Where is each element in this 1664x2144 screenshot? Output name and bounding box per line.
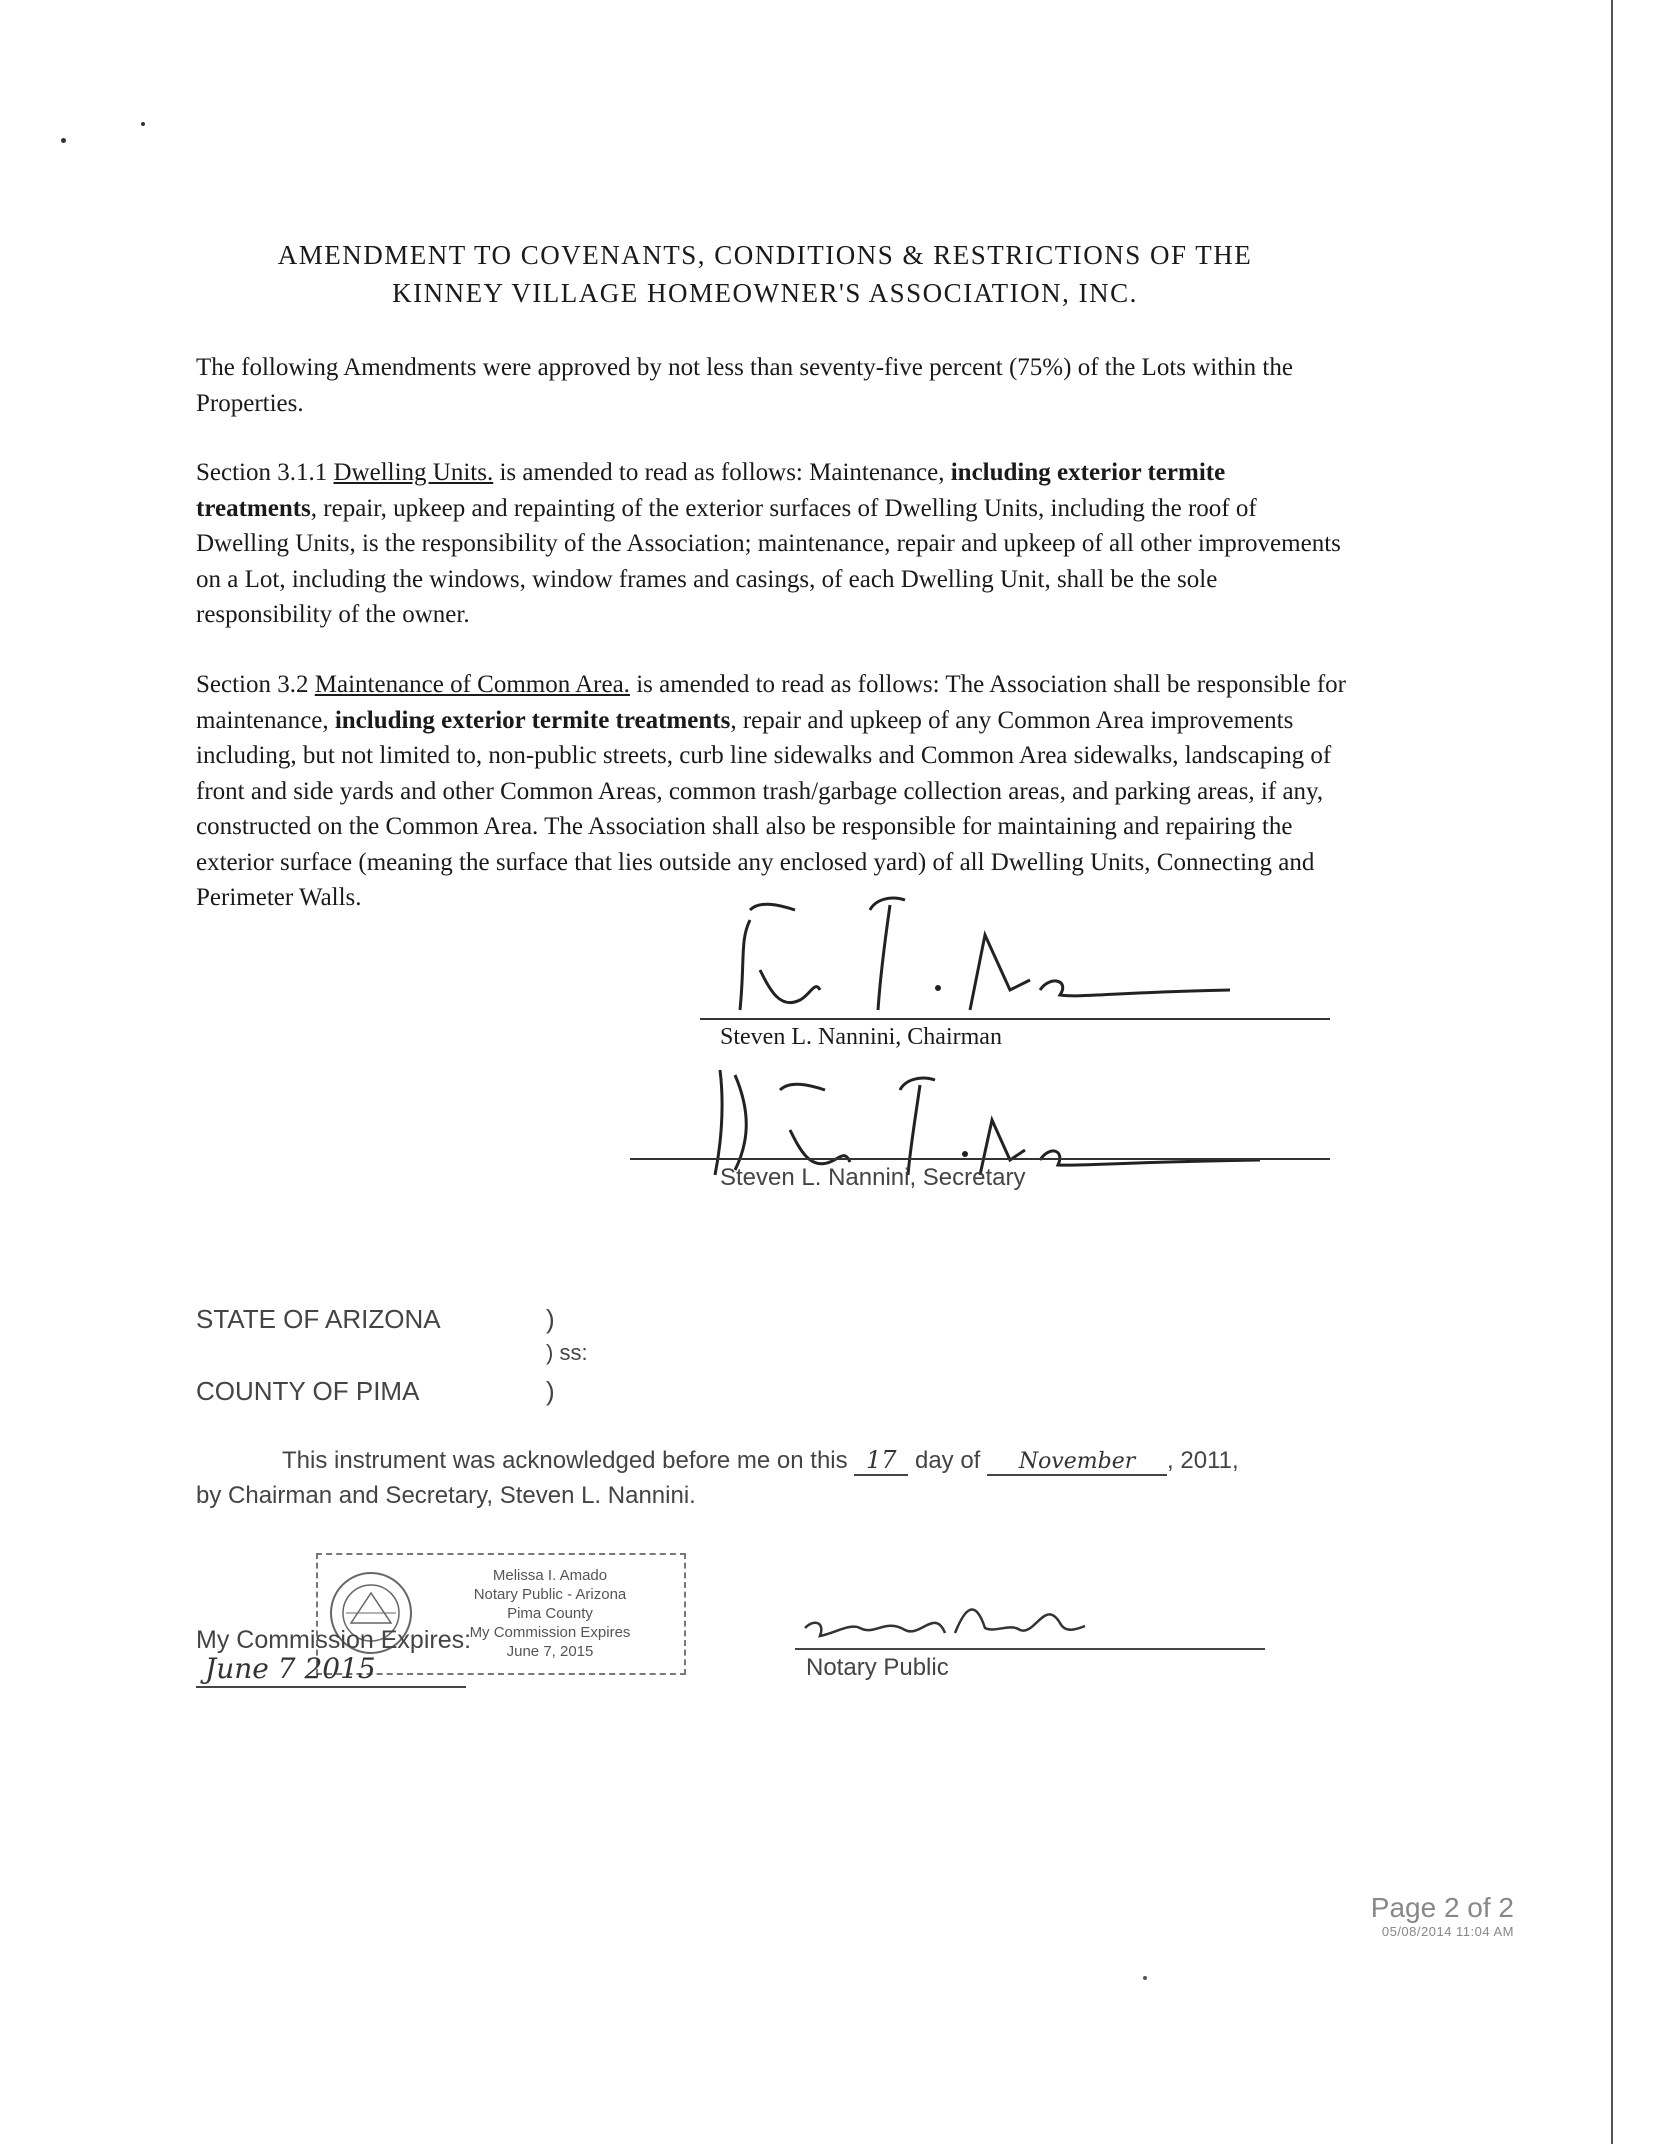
stamp-line: June 7, 2015 bbox=[506, 1643, 594, 1660]
ack-prefix: This instrument was acknowledged before me on this bbox=[282, 1447, 848, 1474]
print-timestamp: 05/08/2014 11:04 AM bbox=[1381, 1924, 1514, 1939]
scan-speck bbox=[61, 138, 66, 143]
section-text: , repair, upkeep and repainting of the exterior surfaces of Dwelling Units, including the roof of Dwelling Units, is the responsibility of the Association; maintenance, repair and upkeep of all other improvements on a Lot, including the windows, window frames and casings, of each Dwelling Unit, shall be the sole responsibility of the owner. bbox=[196, 494, 1341, 628]
section-heading: Maintenance of Common Area. bbox=[314, 671, 630, 698]
stamp-line: Notary Public - Arizona bbox=[473, 1586, 627, 1603]
notary-signature-line bbox=[795, 1648, 1265, 1650]
title-line-1: AMENDMENT TO COVENANTS, CONDITIONS & RESTRICTIONS OF THE bbox=[277, 240, 1253, 270]
page-number: Page 2 of 2 bbox=[1370, 1892, 1514, 1923]
scan-edge-rule bbox=[1611, 0, 1613, 2144]
secretary-signature bbox=[680, 1050, 1280, 1180]
ack-year: , 2011, bbox=[1167, 1447, 1239, 1474]
stamp-line: My Commission Expires bbox=[469, 1624, 631, 1641]
commission-date: June 7 2015 bbox=[205, 1652, 376, 1685]
secretary-signature-line bbox=[630, 1158, 1330, 1160]
page-footer bbox=[1371, 1892, 1514, 1939]
section-bold-text: including exterior termite treatments bbox=[334, 706, 731, 734]
stamp-line: Pima County bbox=[507, 1605, 593, 1622]
ack-day-suffix: day of bbox=[914, 1447, 981, 1474]
scan-speck bbox=[141, 122, 145, 126]
state-label: STATE OF ARIZONA bbox=[196, 1304, 441, 1334]
scan-speck bbox=[1143, 1976, 1147, 1980]
chairman-signature-line bbox=[700, 1018, 1330, 1020]
county-label: COUNTY OF PIMA bbox=[196, 1376, 420, 1406]
commission-label: My Commission Expires: bbox=[196, 1626, 472, 1654]
venue-paren: ) bbox=[546, 1304, 555, 1334]
document-title bbox=[190, 236, 1340, 312]
chairman-name: Steven L. Nannini, Chairman bbox=[720, 1024, 1002, 1050]
acknowledgement-line-1 bbox=[282, 1446, 1239, 1476]
section-3-2 bbox=[196, 667, 1346, 916]
section-heading: Dwelling Units. bbox=[333, 459, 494, 486]
secretary-name: Steven L. Nannini, Secretary bbox=[720, 1164, 1026, 1191]
notary-public-label: Notary Public bbox=[806, 1654, 949, 1681]
section-text: , repair and upkeep of any Common Area improvements including, but not limited to, non-public streets, curb line sidewalks and Common Area sidewalks, landscaping of front and side yards and other Common Areas, common trash/garbage collection areas, and parking areas, if any, constructed on the Common Area. The Association shall also be responsible for maintaining and repairing the exterior surface (meaning the surface that lies outside any enclosed yard) of all Dwelling Units, Connecting and Perimeter Walls. bbox=[196, 706, 1332, 911]
ack-day: 17 bbox=[854, 1446, 908, 1476]
acknowledgement-line-2: by Chairman and Secretary, Steven L. Nannini. bbox=[196, 1482, 696, 1509]
commission-date-line bbox=[196, 1686, 466, 1688]
ack-month: November bbox=[987, 1449, 1167, 1476]
section-text: is amended to read as follows: The Association shall be responsible for maintenance, bbox=[196, 671, 1346, 734]
venue-paren: ) bbox=[546, 1376, 555, 1406]
section-text: is amended to read as follows: Maintenance, bbox=[493, 459, 951, 486]
intro-paragraph: The following Amendments were approved by not less than seventy-five percent (75%) of the Lots within the Properties. bbox=[196, 354, 1293, 417]
section-3-1-1 bbox=[196, 455, 1346, 633]
title-line-2: KINNEY VILLAGE HOMEOWNER'S ASSOCIATION, INC. bbox=[392, 278, 1138, 308]
section-number: Section 3.1.1 bbox=[196, 459, 328, 486]
stamp-line: Melissa I. Amado bbox=[492, 1567, 608, 1584]
section-number: Section 3.2 bbox=[196, 671, 309, 698]
ss-label: ) ss: bbox=[546, 1340, 588, 1365]
chairman-signature bbox=[700, 880, 1260, 1020]
notary-signature bbox=[795, 1588, 1095, 1648]
section-bold-text: including exterior termite treatments bbox=[196, 459, 1226, 522]
